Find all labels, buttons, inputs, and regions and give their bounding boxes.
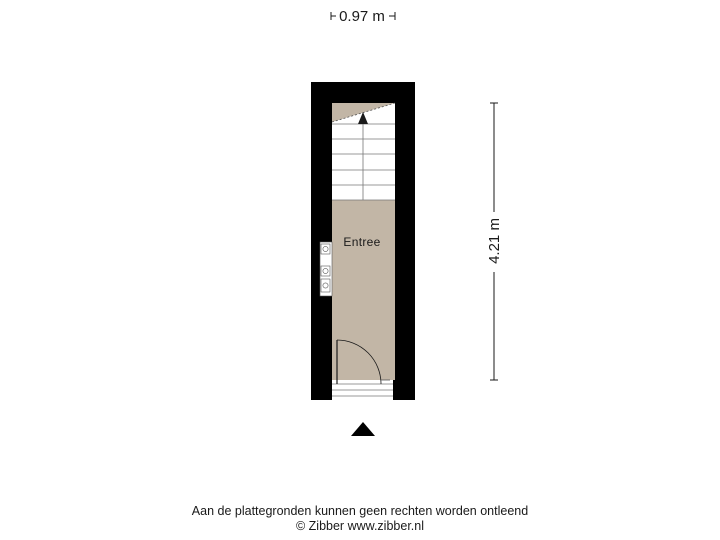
- room-floor-entree: [332, 200, 395, 380]
- width-dimension-label: 0.97 m: [339, 8, 385, 25]
- fixture-meter-top: [321, 244, 330, 254]
- entrance-arrow-icon: [351, 422, 375, 436]
- height-dimension-label: 4.21 m: [486, 218, 503, 264]
- fixture-meter-middle: [321, 266, 330, 276]
- wall-fixtures: [320, 242, 332, 296]
- room-label-entree: Entree: [343, 235, 381, 249]
- fixture-meter-bottom: [321, 279, 330, 292]
- width-dimension: [331, 8, 395, 25]
- height-dimension: [486, 103, 503, 380]
- footer-copyright: © Zibber www.zibber.nl: [295, 519, 424, 533]
- footer-disclaimer: Aan de plattegronden kunnen geen rechten worden ontleend: [191, 504, 529, 518]
